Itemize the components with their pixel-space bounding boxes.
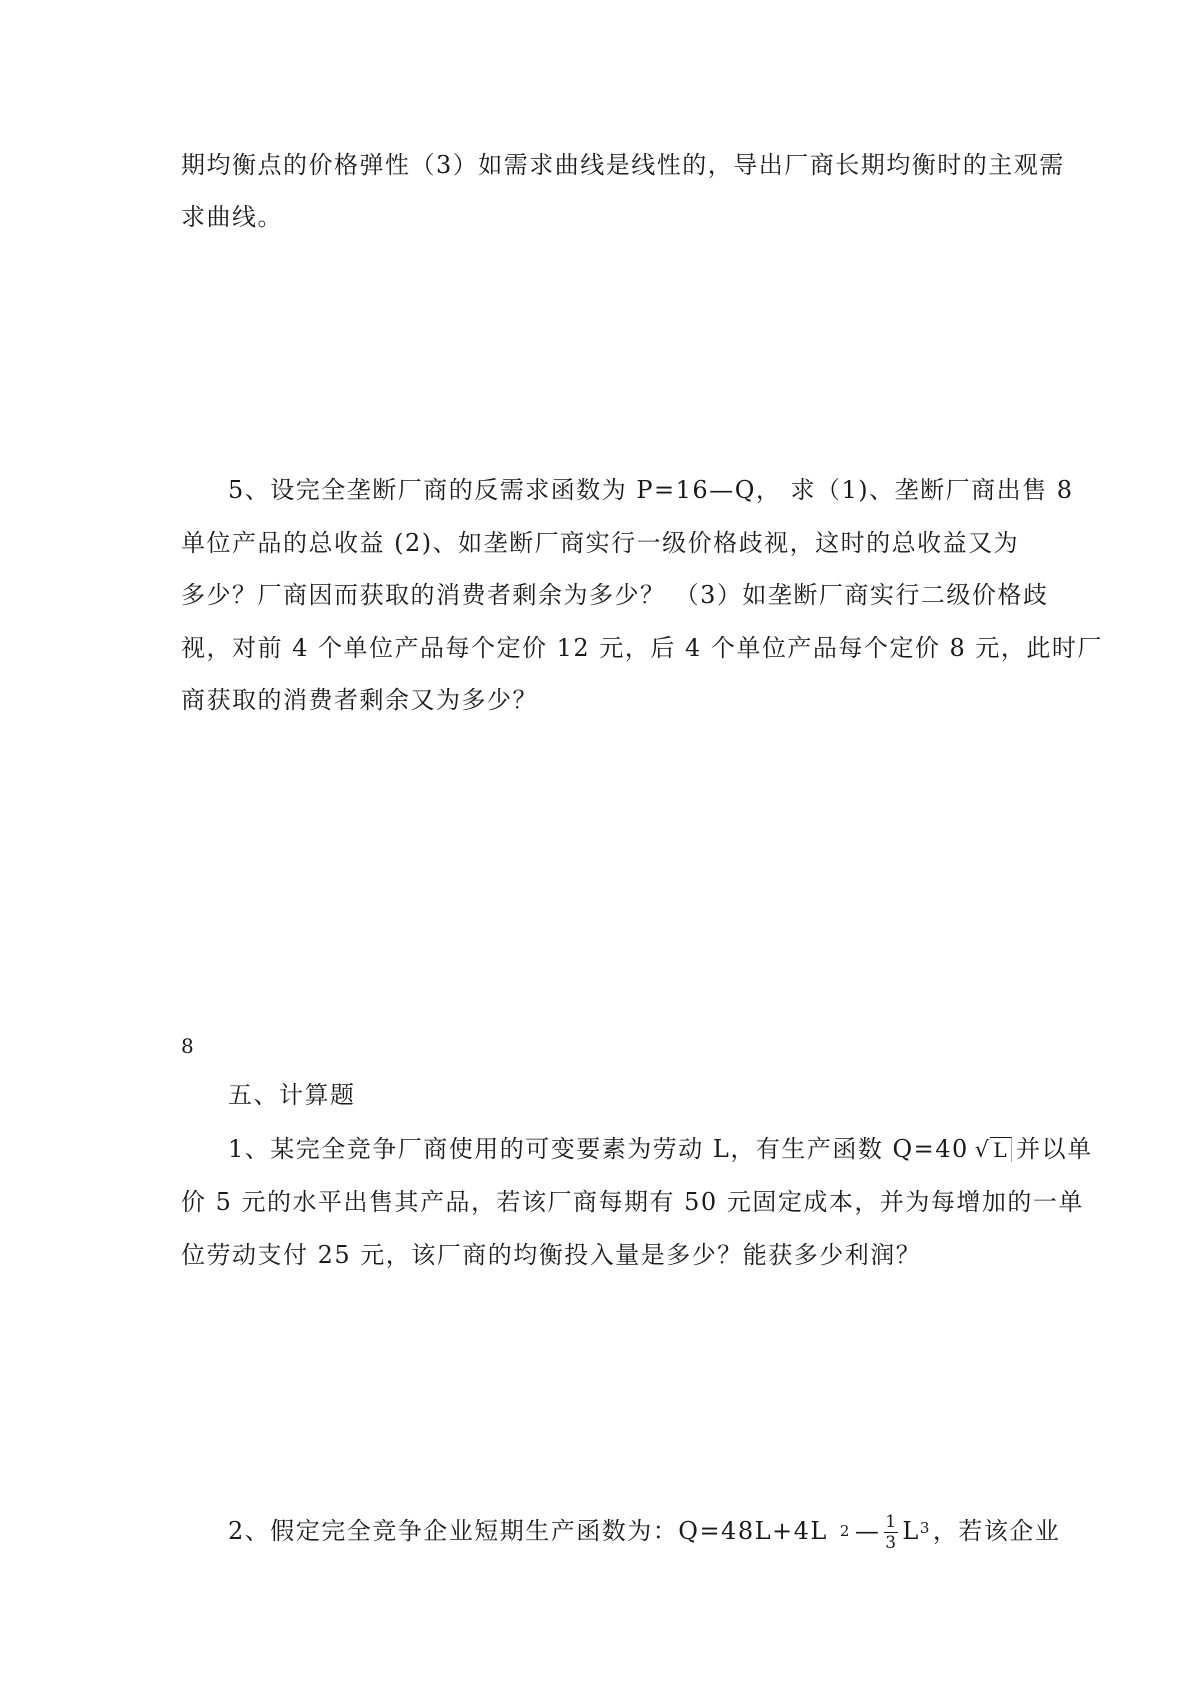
question-5-line: 多少？厂商因而获取的消费者剩余为多少？ （3）如垄断厂商实行二级价格歧: [181, 581, 1049, 609]
square-root-expression: [975, 1135, 1012, 1166]
calc-question-1-line: 位劳动支付 25 元，该厂商的均衡投入量是多少？能获多少利润？: [181, 1241, 922, 1269]
calc-question-1-text-end: 并以单: [1016, 1135, 1093, 1163]
fraction-denominator: 3: [885, 1533, 898, 1553]
question-5-line: 单位产品的总收益 (2)、如垄断厂商实行一级价格歧视，这时的总收益又为: [181, 529, 1020, 557]
question-5-line: 5、设完全垄断厂商的反需求函数为 P=16—Q， 求（1)、垄断厂商出售 8: [228, 476, 1074, 504]
calc-question-2-line: [228, 1512, 1060, 1553]
square-root-sign: √: [974, 1138, 991, 1163]
calc-question-1-line: 价 5 元的水平出售其产品，若该厂商每期有 50 元固定成本，并为每增加的一单: [181, 1188, 1084, 1216]
page-number: 8: [181, 1034, 194, 1058]
calc-question-2-text-end: ，若该企业: [932, 1517, 1061, 1545]
minus-sign: —: [854, 1517, 881, 1545]
exponent-2: 2: [839, 1522, 851, 1540]
exponent-3: 3: [919, 1519, 931, 1537]
fraction-numerator: 1: [885, 1512, 898, 1532]
fraction-one-third: [884, 1512, 898, 1553]
calc-question-1-text: 1、某完全竞争厂商使用的可变要素为劳动 L，有生产函数 Q=40: [228, 1135, 969, 1163]
question-5-line: 视，对前 4 个单位产品每个定价 12 元，后 4 个单位产品每个定价 8 元，此时厂: [181, 634, 1103, 662]
question-5-line: 商获取的消费者剩余又为多少？: [181, 686, 538, 714]
section-title: 五、计算题: [228, 1081, 356, 1109]
calc-question-1-line: [228, 1134, 1093, 1166]
variable-L: L: [902, 1517, 920, 1545]
text-line: 期均衡点的价格弹性（3）如需求曲线是线性的，导出厂商长期均衡时的主观需: [181, 151, 1065, 179]
square-root-variable: L: [990, 1137, 1012, 1162]
calc-question-2-text: 2、假定完全竞争企业短期生产函数为：Q=48L+4L: [228, 1517, 828, 1545]
text-line: 求曲线。: [181, 203, 283, 231]
